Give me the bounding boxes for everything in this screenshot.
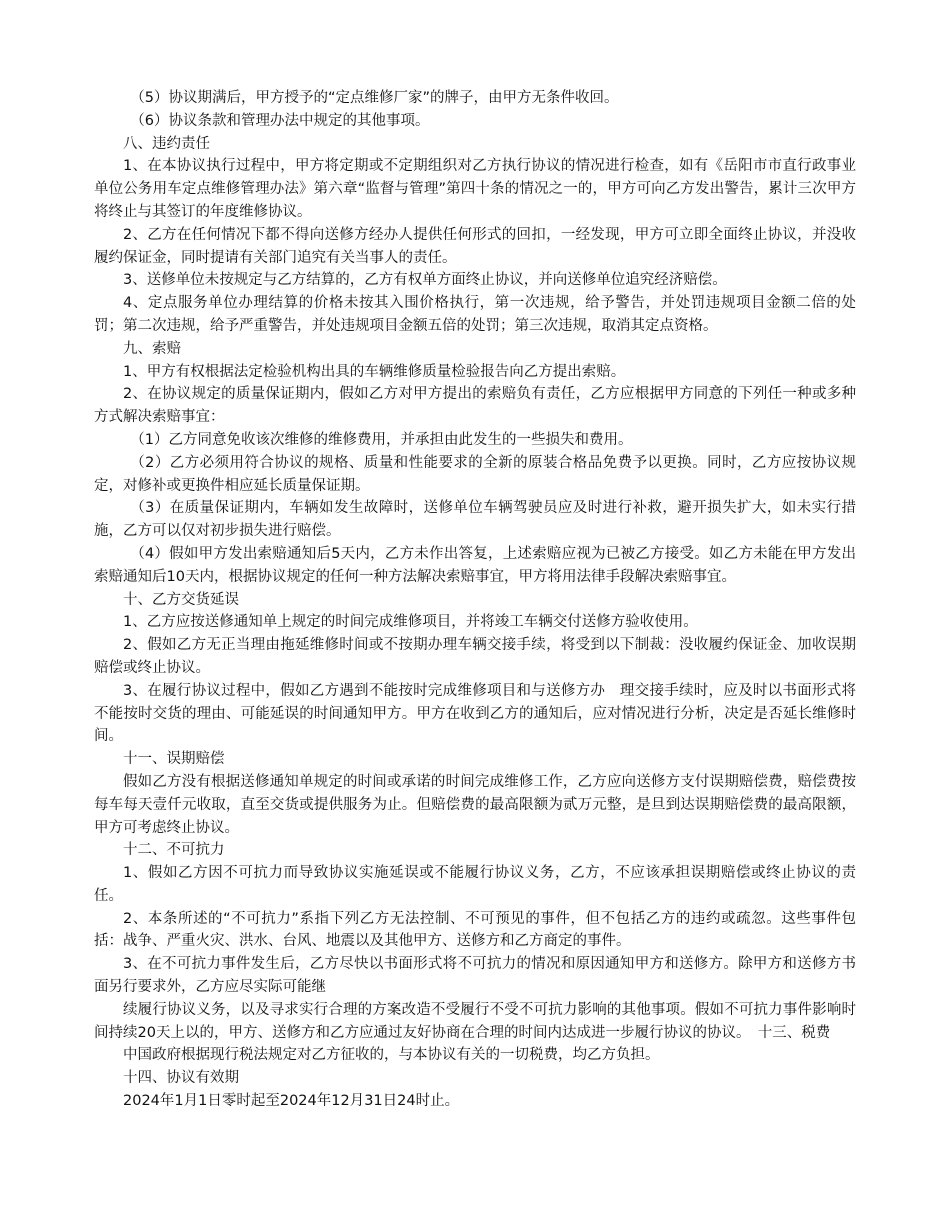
- paragraph: （5）协议期满后，甲方授予的“定点维修厂家”的牌子，由甲方无条件收回。: [130, 90, 619, 106]
- paragraph: 3、在履行协议过程中，假如乙方遇到不能按时完成维修项目和与送修方办 理交接手续时，应及时以书面形式将不能按时交货的理由、可能延误的时间通知甲方。甲方在收到乙方的通知后，应对情况进行分析，决定是否延长维修时间。: [94, 682, 856, 745]
- paragraph: （1）乙方同意免收该次维修的维修费用，并承担由此发生的一些损失和费用。: [130, 431, 633, 448]
- paragraph: 1、甲方有权根据法定检验机构出具的车辆维修质量检验报告向乙方提出索赔。: [123, 363, 626, 380]
- section-heading: 九、索赔: [123, 340, 181, 357]
- section-heading: 十一、误期赔偿: [123, 751, 225, 768]
- paragraph: 2024年1月1日零时起至2024年12月31日24时止。: [123, 1093, 460, 1110]
- section-heading: 十、乙方交货延误: [123, 591, 239, 608]
- paragraph: 假如乙方没有根据送修通知单规定的时间或承诺的时间完成维修工作，乙方应向送修方支付误期赔偿费，赔偿费按每车每天壹仟元收取，直至交货或提供服务为止。但赔偿费的最高限额为贰万元整，是旦到达误期赔偿费的最高限额，甲方可考虑终止协议。: [94, 773, 856, 836]
- paragraph: 1、假如乙方因不可抗力而导致协议实施延误或不能履行协议义务，乙方，不应该承担误期赔偿或终止协议的责任。: [94, 865, 856, 904]
- paragraph: （4）假如甲方发出索赔通知后5天内，乙方未作出答复，上述索赔应视为已被乙方接受。如乙方未能在甲方发出索赔通知后10天内，根据协议规定的任何一种方法解决索赔事宜，甲方将用法律手段解决索赔事宜。: [94, 545, 856, 585]
- paragraph: （6）协议条款和管理办法中规定的其他事项。: [130, 112, 430, 129]
- paragraph: 1、乙方应按送修通知单上规定的时间完成维修项目，并将竣工车辆交付送修方验收使用。: [123, 614, 698, 631]
- paragraph: 2、假如乙方无正当理由拖延维修时间或不按期办理车辆交接手续，将受到以下制裁：没收履约保证金、加收误期赔偿或终止协议。: [94, 637, 856, 676]
- paragraph: 3、在不可抗力事件发生后，乙方尽快以书面形式将不可抗力的情况和原因通知甲方和送修方。除甲方和送修方书面另行要求外，乙方应尽实际可能继: [94, 956, 856, 996]
- paragraph: 3、送修单位未按规定与乙方结算的，乙方有权单方面终止协议，并向送修单位追究经济赔偿。: [123, 272, 727, 289]
- section-heading: 八、违约责任: [123, 135, 210, 152]
- paragraph: 2、乙方在任何情况下都不得向送修方经办人提供任何形式的回扣，一经发现，甲方可立即全面终止协议，并没收履约保证金，同时提请有关部门追究有关当事人的责任。: [94, 226, 856, 266]
- section-heading: 十四、协议有效期: [123, 1070, 239, 1087]
- paragraph: 4、定点服务单位办理结算的价格未按其入围价格执行，第一次违规，给予警告，并处罚违规项目金额二倍的处罚；第二次违规，给予严重警告，并处违规项目金额五倍的处罚；第三次违规，取消其定点资格。: [94, 295, 856, 334]
- paragraph: （2）乙方必须用符合协议的规格、质量和性能要求的全新的原装合格品免费予以更换。同时，乙方应按协议规定，对修补或更换件相应延长质量保证期。: [94, 454, 856, 494]
- section-heading: 十二、不可抗力: [123, 842, 225, 859]
- paragraph: 2、本条所述的“不可抗力”系指下列乙方无法控制、不可预见的事件，但不包括乙方的违约或疏忽。这些事件包括：战争、严重火灾、洪水、台风、地震以及其他甲方、送修方和乙方商定的事件。: [94, 910, 856, 950]
- paragraph: 1、在本协议执行过程中，甲方将定期或不定期组织对乙方执行协议的情况进行检查，如有《岳阳市市直行政事业单位公务用车定点维修管理办法》第六章“监督与管理”第四十条的情况之一的，甲方可向乙方发出警告，累计三次甲方将终止与其签订的年度维修协议。: [94, 158, 856, 220]
- paragraph: 中国政府根据现行税法规定对乙方征收的，与本协议有关的一切税费，均乙方负担。: [123, 1047, 660, 1064]
- paragraph: 续履行协议义务，以及寻求实行合理的方案改造不受履行不受不可抗力影响的其他事项。假如不可抗力事件影响时间持续20天上以的，甲方、送修方和乙方应通过友好协商在合理的时间内达成进一步履行协议的协议。 十三、税费: [94, 1001, 856, 1041]
- paragraph: （3）在质量保证期内，车辆如发生故障时，送修单位车辆驾驶员应及时进行补救，避开损失扩大，如未实行措施，乙方可以仅对初步损失进行赔偿。: [94, 500, 856, 540]
- paragraph: 2、在协议规定的质量保证期内，假如乙方对甲方提出的索赔负有责任，乙方应根据甲方同意的下列任一种或多种方式解决索赔事宜：: [94, 386, 856, 426]
